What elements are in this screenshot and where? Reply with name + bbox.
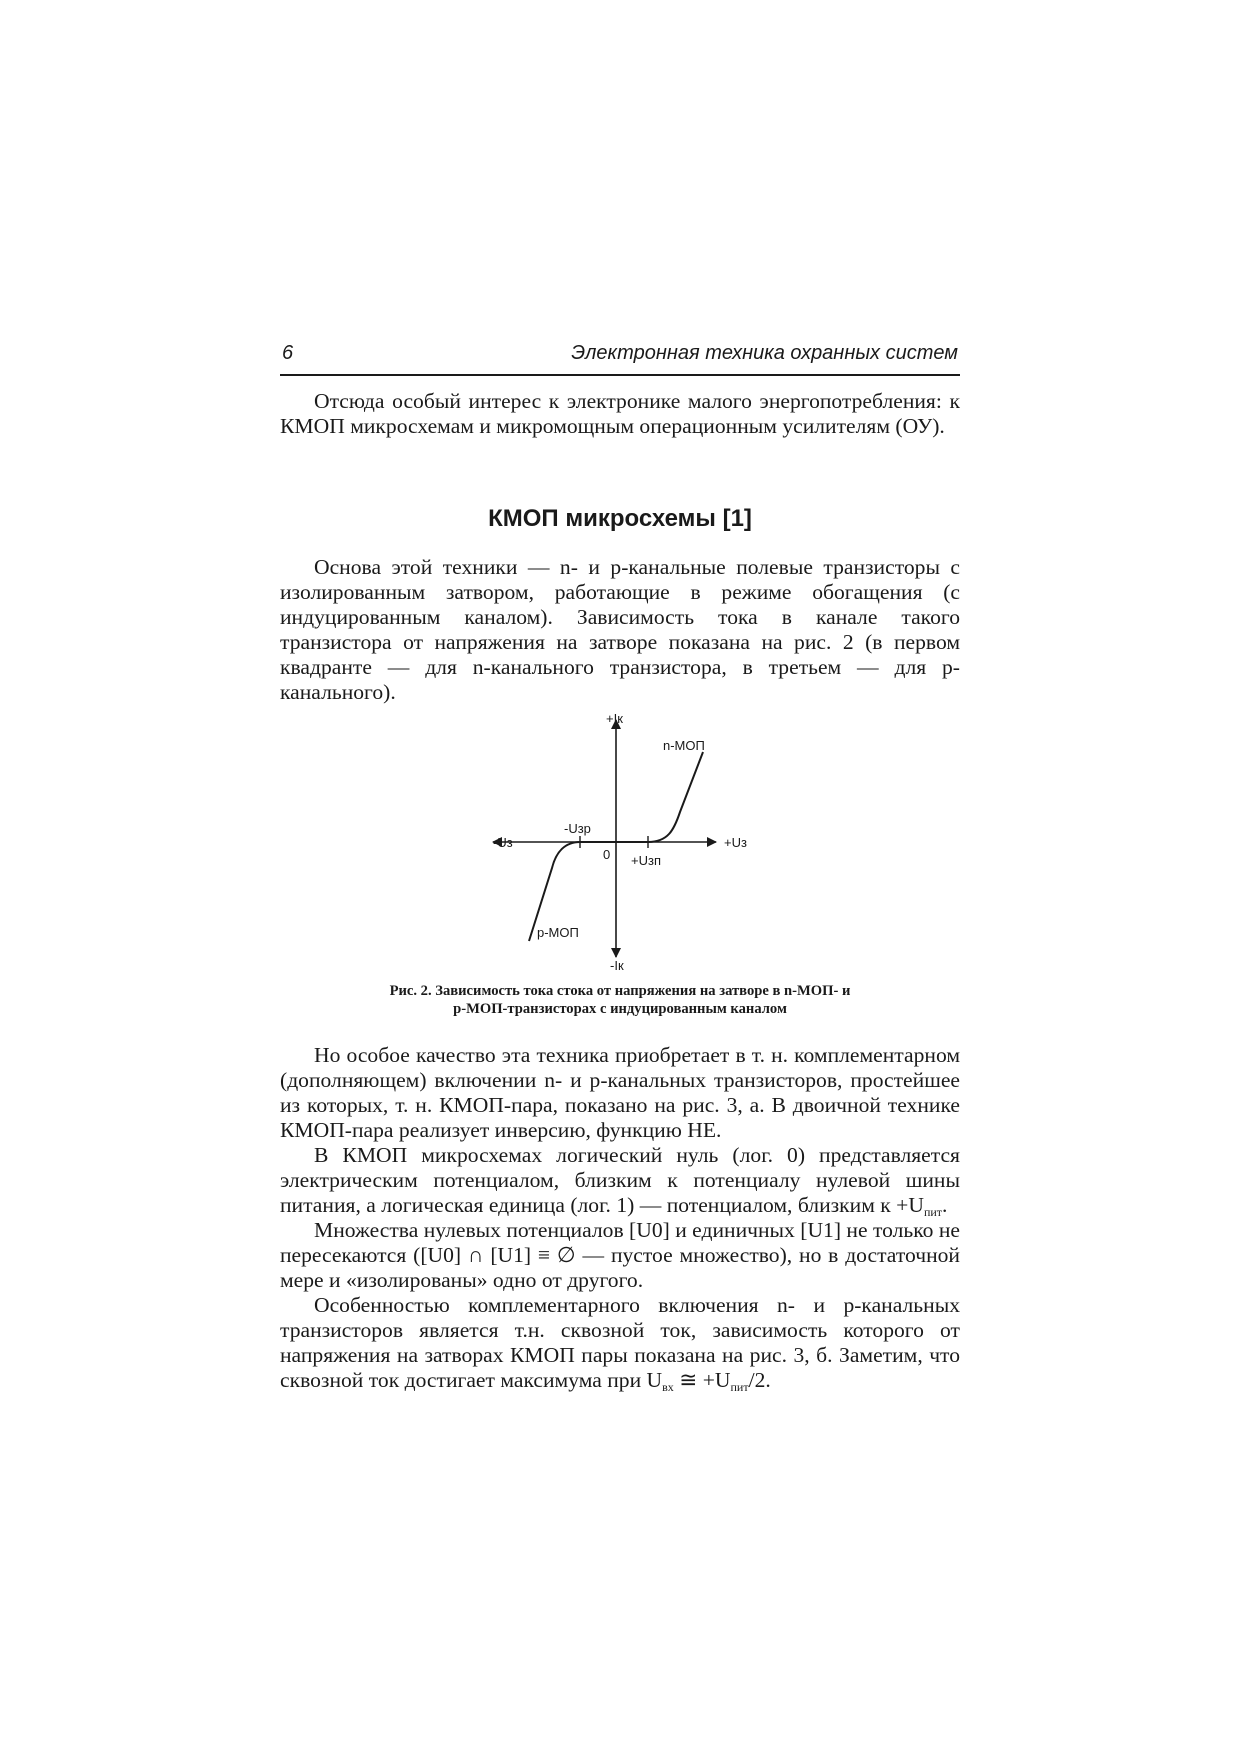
curve-p-mos bbox=[529, 842, 616, 941]
paragraph-through-current: Особенностью комплементарного включения n- и p-канальных транзисторов является т.н. сквозной ток, зависимость которого от напряжения на затворах КМОП пары показана на рис. 3, б. Заметим, что сквозной ток достигает максимума при $U_{вх}$ ≅ $+U_{пит}/2$. bbox=[280, 1293, 960, 1394]
section-heading: КМОП микросхемы [1] bbox=[488, 505, 752, 532]
label-y-negative: -Iк bbox=[610, 958, 624, 973]
label-origin: 0 bbox=[603, 847, 611, 862]
label-x-negative: -Uз bbox=[493, 835, 513, 850]
label-curve-p: p-МОП bbox=[537, 925, 579, 940]
running-title: Электронная техника охранных систем bbox=[571, 342, 958, 364]
label-threshold-p: -Uзр bbox=[564, 821, 591, 836]
subscript-supply-2: пит bbox=[730, 1380, 749, 1394]
label-threshold-n: +Uзп bbox=[631, 853, 661, 868]
body-paragraphs bbox=[280, 1043, 960, 1393]
paragraph-potential-sets: Множества нулевых потенциалов [U0] и единичных [U1] не только не пересекаются ([U0] ∩ [U1] ≡ ∅ — пустое множество), но в достаточной мере и «изолированы» одно от другого. bbox=[280, 1218, 960, 1292]
label-curve-n: n-МОП bbox=[663, 738, 705, 753]
label-y-positive: +Iк bbox=[606, 711, 623, 726]
curve-n-mos bbox=[616, 752, 703, 842]
subscript-supply: пит bbox=[923, 1205, 943, 1219]
caption-line-1: Рис. 2. Зависимость тока стока от напряжения на затворе в n-МОП- и bbox=[389, 983, 851, 999]
label-x-positive: +Uз bbox=[724, 835, 747, 850]
intro-paragraph-block bbox=[280, 389, 960, 439]
subscript-input: вх bbox=[662, 1380, 674, 1394]
section-paragraph: Основа этой техники — n- и p-канальные полевые транзисторы с изолированным затвором, работающие в режиме обогащения (с индуцированным каналом). Зависимость тока в канале такого транзистора от напряжения на затворе показана на рис. 2 (в первом квадранте — для n-канального транзистора, в третьем — для p-канального). bbox=[280, 555, 960, 704]
section-paragraph-block bbox=[280, 555, 960, 705]
caption-line-2: p-МОП-транзисторах с индуцированным каналом bbox=[453, 1001, 787, 1017]
intro-paragraph: Отсюда особый интерес к электронике малого энергопотребления: к КМОП микросхемам и микромощным операционным усилителям (ОУ). bbox=[280, 389, 960, 438]
figure-caption bbox=[280, 982, 960, 1018]
paragraph-cmos-pair: Но особое качество эта техника приобретает в т. н. комплементарном (дополняющем) включении n- и p-канальных транзисторов, простейшее из которых, т. н. КМОП-пара, показано на рис. 3, а. В двоичной технике КМОП-пара реализует инверсию, функцию НЕ. bbox=[280, 1043, 960, 1142]
page-number: 6 bbox=[282, 342, 294, 364]
paragraph-logic-levels: В КМОП микросхемах логический нуль (лог. 0) представляется электрическим потенциалом, близким к потенциалу нулевой шины питания, а логическая единица (лог. 1) — потенциалом, близким $к +U_{пит}$. bbox=[280, 1143, 960, 1219]
running-header bbox=[280, 340, 960, 376]
